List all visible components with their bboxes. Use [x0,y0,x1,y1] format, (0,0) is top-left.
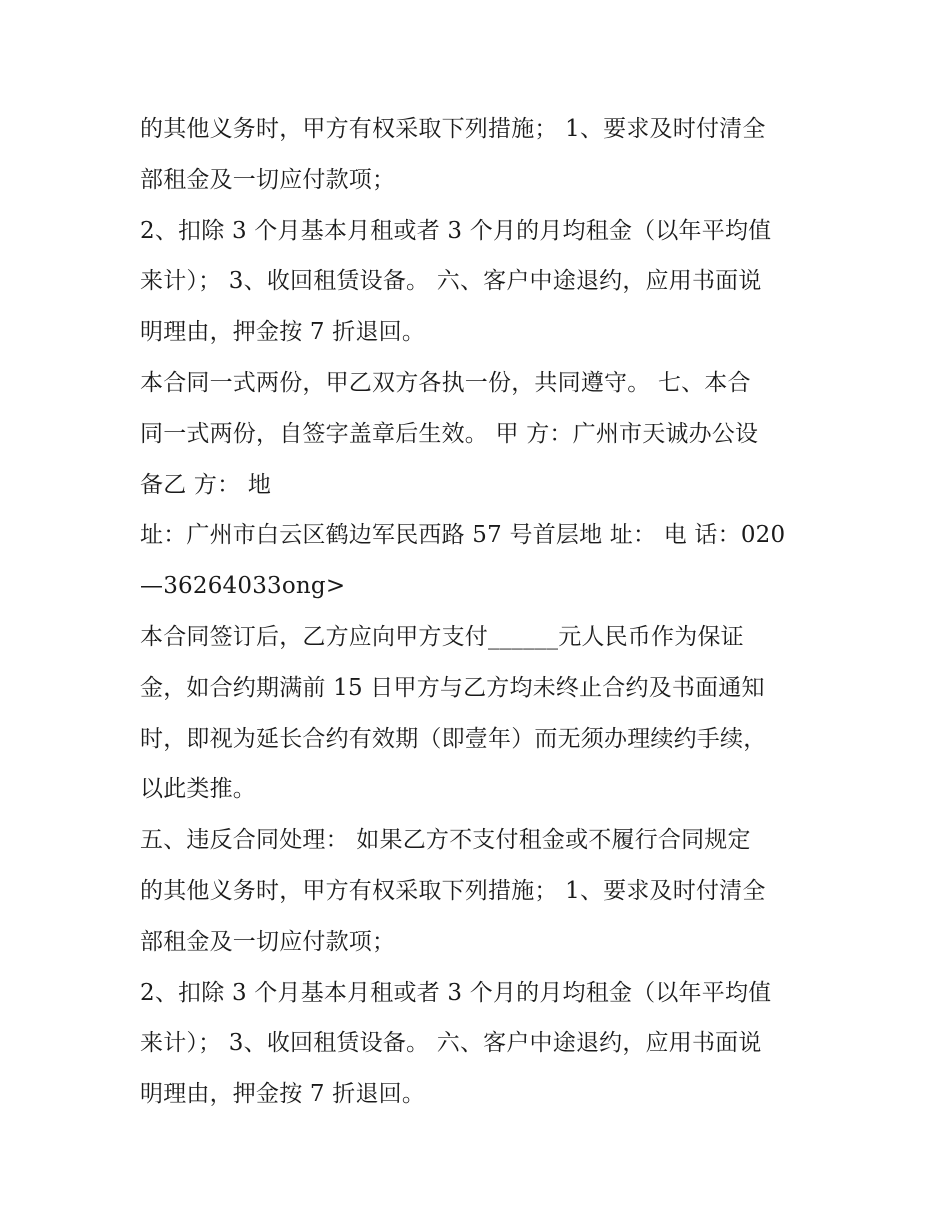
text-line: 本合同一式两份，甲乙双方各执一份，共同遵守。 七、本合 [140,369,751,396]
text-line: 来计）； 3、收回租赁设备。 六、客户中途退约，应用书面说 [140,1030,762,1057]
text-line: 备乙 方： 地 [140,471,272,498]
text-line: 2、扣除 3 个月基本月租或者 3 个月的月均租金（以年平均值 [140,217,772,244]
text-line: —36264033ong> [140,573,346,600]
text-line: 部租金及一切应付款项； [140,166,396,193]
text-line: 来计）； 3、收回租赁设备。 六、客户中途退约，应用书面说 [140,268,762,295]
text-line: 时，即视为延长合约有效期（即壹年）而无须办理续约手续， [140,725,767,752]
text-line: 同一式两份，自签字盖章后生效。 甲 方：广州市天诚办公设 [140,420,759,447]
text-line: 五、违反合同处理： 如果乙方不支付租金或不履行合同规定 [140,827,751,854]
text-line: 以此类推。 [140,776,256,803]
text-line: 2、扣除 3 个月基本月租或者 3 个月的月均租金（以年平均值 [140,979,772,1006]
text-line: 址：广州市白云区鹤边军民西路 57 号首层地 址： 电 话：020 [140,522,786,549]
text-line: 本合同签订后，乙方应向甲方支付______元人民币作为保证 [140,623,744,650]
text-line: 明理由，押金按 7 折退回。 [140,319,426,346]
text-line: 明理由，押金按 7 折退回。 [140,1081,426,1108]
text-line: 部租金及一切应付款项； [140,928,396,955]
text-line: 的其他义务时，甲方有权采取下列措施； 1、要求及时付清全 [140,877,766,904]
document-body [140,104,830,1120]
text-line: 金，如合约期满前 15 日甲方与乙方均未终止合约及书面通知 [140,674,765,701]
text-line: 的其他义务时，甲方有权采取下列措施； 1、要求及时付清全 [140,116,766,142]
